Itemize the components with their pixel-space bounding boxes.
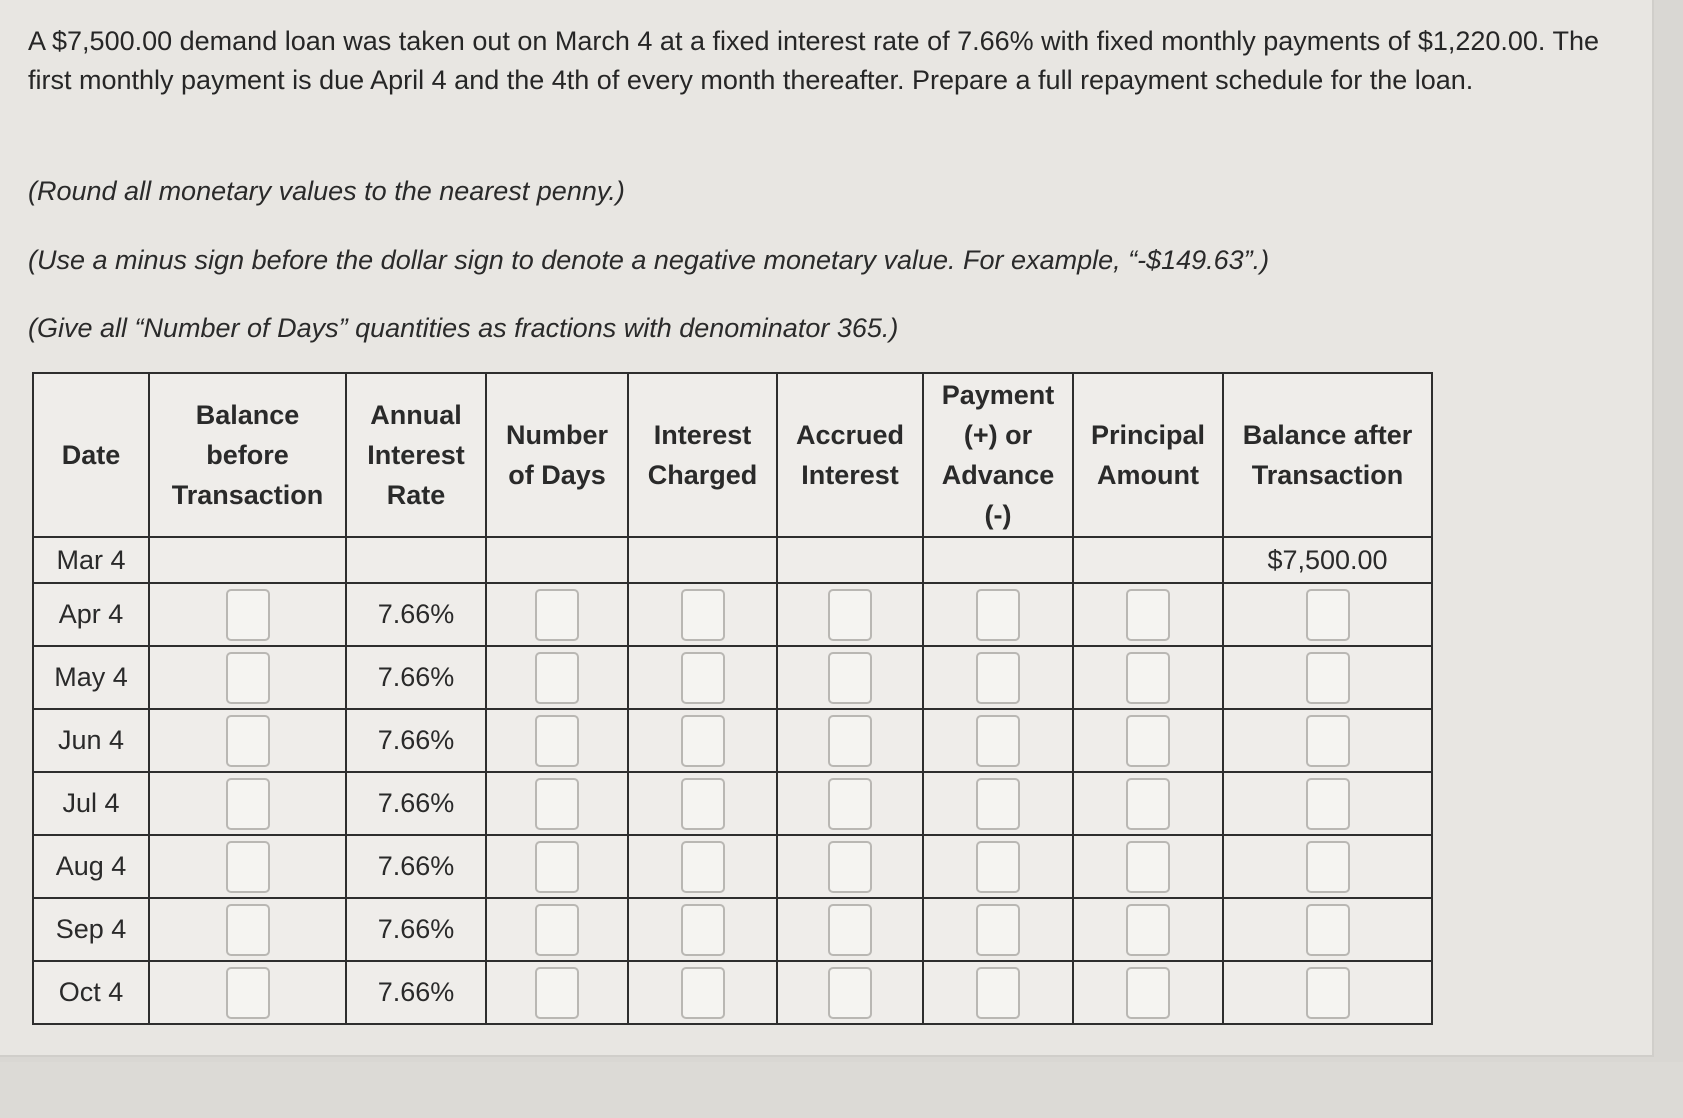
principal-amount-input[interactable] — [1126, 967, 1170, 1019]
date-cell: May 4 — [33, 646, 149, 709]
balance-after-input[interactable] — [1306, 841, 1350, 893]
payment-or-advance-input[interactable] — [976, 589, 1020, 641]
payment-or-advance-input[interactable] — [976, 652, 1020, 704]
answer-cell — [777, 646, 923, 709]
interest-rate-cell: 7.66% — [346, 772, 486, 835]
principal-amount-input[interactable] — [1126, 589, 1170, 641]
header-line: Principal — [1090, 420, 1206, 450]
accrued-interest-input[interactable] — [828, 589, 872, 641]
date-cell: Aug 4 — [33, 835, 149, 898]
answer-cell — [923, 961, 1073, 1024]
answer-cell — [777, 835, 923, 898]
answer-cell — [1223, 961, 1432, 1024]
answer-cell — [1223, 583, 1432, 646]
header-line: before — [206, 440, 289, 470]
answer-cell — [1223, 898, 1432, 961]
answer-cell — [149, 583, 346, 646]
interest-rate-cell: 7.66% — [346, 898, 486, 961]
answer-cell — [149, 835, 346, 898]
table-row — [33, 835, 1432, 898]
answer-cell — [777, 583, 923, 646]
interest-rate-cell: 7.66% — [346, 835, 486, 898]
table-row — [33, 898, 1432, 961]
header-line: Transaction — [171, 480, 324, 510]
days-fraction-note: (Give all “Number of Days” quantities as fractions with denominator 365.) — [28, 313, 899, 343]
interest-rate-cell: 7.66% — [346, 646, 486, 709]
answer-cell — [1223, 709, 1432, 772]
empty-cell — [628, 537, 777, 583]
answer-cell — [923, 772, 1073, 835]
initial-balance-cell: $7,500.00 — [1223, 537, 1432, 583]
header-line: Number — [505, 420, 608, 450]
balance-after-input[interactable] — [1306, 967, 1350, 1019]
answer-cell — [777, 898, 923, 961]
rounding-note: (Round all monetary values to the nearest penny.) — [28, 176, 625, 206]
answer-cell — [486, 709, 628, 772]
payment-or-advance-input[interactable] — [976, 967, 1020, 1019]
empty-cell — [923, 537, 1073, 583]
table-row — [33, 583, 1432, 646]
answer-cell — [628, 709, 777, 772]
answer-cell — [149, 646, 346, 709]
answer-cell — [628, 961, 777, 1024]
header-number-of-days — [486, 373, 628, 537]
date-cell: Sep 4 — [33, 898, 149, 961]
footer-strip — [0, 1062, 1683, 1118]
header-line: (-) — [984, 500, 1012, 530]
number-of-days-input[interactable] — [535, 589, 579, 641]
answer-cell — [1073, 646, 1223, 709]
header-line: Advance — [941, 460, 1055, 490]
answer-cell — [486, 961, 628, 1024]
header-line: Charged — [647, 460, 758, 490]
interest-rate-cell: 7.66% — [346, 583, 486, 646]
accrued-interest-input[interactable] — [828, 841, 872, 893]
accrued-interest-input[interactable] — [828, 967, 872, 1019]
header-annual-rate — [346, 373, 486, 537]
header-line: Interest — [801, 460, 899, 490]
balance-before-input[interactable] — [226, 841, 270, 893]
question-text — [28, 22, 1628, 100]
empty-cell — [1073, 537, 1223, 583]
date-cell: Apr 4 — [33, 583, 149, 646]
balance-after-input[interactable] — [1306, 715, 1350, 767]
payment-or-advance-input[interactable] — [976, 715, 1020, 767]
answer-cell — [923, 709, 1073, 772]
header-date — [33, 373, 149, 537]
header-balance-after — [1223, 373, 1432, 537]
header-accrued-interest — [777, 373, 923, 537]
answer-cell — [1223, 835, 1432, 898]
date-cell: Jul 4 — [33, 772, 149, 835]
answer-cell — [1223, 772, 1432, 835]
empty-cell — [149, 537, 346, 583]
answer-cell — [628, 898, 777, 961]
answer-cell — [923, 646, 1073, 709]
answer-cell — [777, 772, 923, 835]
question-prompt: A $7,500.00 demand loan was taken out on March 4 at a fixed interest rate of 7.66% with fixed monthly payments of $1,220.00. The first monthly payment is due April 4 and the 4th of every month thereafter. Prepare a full repayment schedule for the loan. — [28, 26, 1599, 95]
number-of-days-input[interactable] — [535, 715, 579, 767]
repayment-schedule-table — [32, 372, 1433, 1025]
header-line: Balance after — [1242, 420, 1413, 450]
answer-cell — [1073, 835, 1223, 898]
header-line: Transaction — [1251, 460, 1404, 490]
accrued-interest-input[interactable] — [828, 652, 872, 704]
header-date-label: Date — [61, 440, 121, 470]
header-balance-before — [149, 373, 346, 537]
answer-cell — [1073, 583, 1223, 646]
number-of-days-input[interactable] — [535, 778, 579, 830]
header-interest-charged — [628, 373, 777, 537]
principal-amount-input[interactable] — [1126, 652, 1170, 704]
header-line: Balance — [195, 400, 300, 430]
header-payment-or-advance — [923, 373, 1073, 537]
number-of-days-input[interactable] — [535, 904, 579, 956]
answer-cell — [923, 898, 1073, 961]
answer-cell — [1073, 898, 1223, 961]
answer-cell — [486, 898, 628, 961]
answer-cell — [486, 646, 628, 709]
answer-cell — [628, 772, 777, 835]
answer-cell — [1073, 772, 1223, 835]
date-cell: Jun 4 — [33, 709, 149, 772]
answer-cell — [1073, 961, 1223, 1024]
answer-cell — [628, 646, 777, 709]
header-line: Annual — [370, 400, 462, 430]
answer-cell — [923, 583, 1073, 646]
answer-cell — [1073, 709, 1223, 772]
answer-cell — [486, 772, 628, 835]
balance-after-input[interactable] — [1306, 652, 1350, 704]
table-row — [33, 646, 1432, 709]
balance-after-input[interactable] — [1306, 589, 1350, 641]
payment-or-advance-input[interactable] — [976, 778, 1020, 830]
interest-charged-input[interactable] — [681, 967, 725, 1019]
answer-cell — [777, 709, 923, 772]
minus-sign-note: (Use a minus sign before the dollar sign to denote a negative monetary value. For example, “-$149.63”.) — [28, 245, 1270, 275]
answer-cell — [628, 835, 777, 898]
interest-rate-cell: 7.66% — [346, 961, 486, 1024]
balance-before-input[interactable] — [226, 967, 270, 1019]
accrued-interest-input[interactable] — [828, 904, 872, 956]
balance-before-input[interactable] — [226, 652, 270, 704]
answer-cell — [149, 898, 346, 961]
accrued-interest-input[interactable] — [828, 715, 872, 767]
table-row — [33, 709, 1432, 772]
header-line: (+) or — [963, 420, 1033, 450]
principal-amount-input[interactable] — [1126, 904, 1170, 956]
answer-cell — [149, 709, 346, 772]
interest-charged-input[interactable] — [681, 841, 725, 893]
table-row-initial — [33, 537, 1432, 583]
accrued-interest-input[interactable] — [828, 778, 872, 830]
interest-charged-input[interactable] — [681, 778, 725, 830]
empty-cell — [346, 537, 486, 583]
answer-cell — [149, 961, 346, 1024]
answer-cell — [1223, 646, 1432, 709]
number-of-days-input[interactable] — [535, 967, 579, 1019]
payment-or-advance-input[interactable] — [976, 841, 1020, 893]
date-cell: Oct 4 — [33, 961, 149, 1024]
answer-cell — [486, 835, 628, 898]
header-line: Rate — [386, 480, 446, 510]
header-line: Amount — [1097, 460, 1199, 490]
date-cell: Mar 4 — [33, 537, 149, 583]
answer-cell — [628, 583, 777, 646]
interest-charged-input[interactable] — [681, 652, 725, 704]
principal-amount-input[interactable] — [1126, 778, 1170, 830]
number-of-days-input[interactable] — [535, 841, 579, 893]
balance-before-input[interactable] — [226, 589, 270, 641]
number-of-days-input[interactable] — [535, 652, 579, 704]
table-row — [33, 772, 1432, 835]
balance-before-input[interactable] — [226, 904, 270, 956]
interest-charged-input[interactable] — [681, 589, 725, 641]
balance-before-input[interactable] — [226, 715, 270, 767]
balance-after-input[interactable] — [1306, 904, 1350, 956]
balance-after-input[interactable] — [1306, 778, 1350, 830]
header-principal-amount — [1073, 373, 1223, 537]
answer-cell — [149, 772, 346, 835]
header-line: Interest — [653, 420, 752, 450]
header-line: Accrued — [795, 420, 905, 450]
answer-cell — [777, 961, 923, 1024]
payment-or-advance-input[interactable] — [976, 904, 1020, 956]
principal-amount-input[interactable] — [1126, 841, 1170, 893]
principal-amount-input[interactable] — [1126, 715, 1170, 767]
interest-rate-cell: 7.66% — [346, 709, 486, 772]
answer-cell — [923, 835, 1073, 898]
empty-cell — [777, 537, 923, 583]
answer-cell — [486, 583, 628, 646]
header-line: of Days — [508, 460, 606, 490]
balance-before-input[interactable] — [226, 778, 270, 830]
header-line: Payment — [941, 380, 1055, 410]
interest-charged-input[interactable] — [681, 904, 725, 956]
table-header-row — [33, 373, 1432, 537]
table-row — [33, 961, 1432, 1024]
interest-charged-input[interactable] — [681, 715, 725, 767]
empty-cell — [486, 537, 628, 583]
header-line: Interest — [367, 440, 465, 470]
